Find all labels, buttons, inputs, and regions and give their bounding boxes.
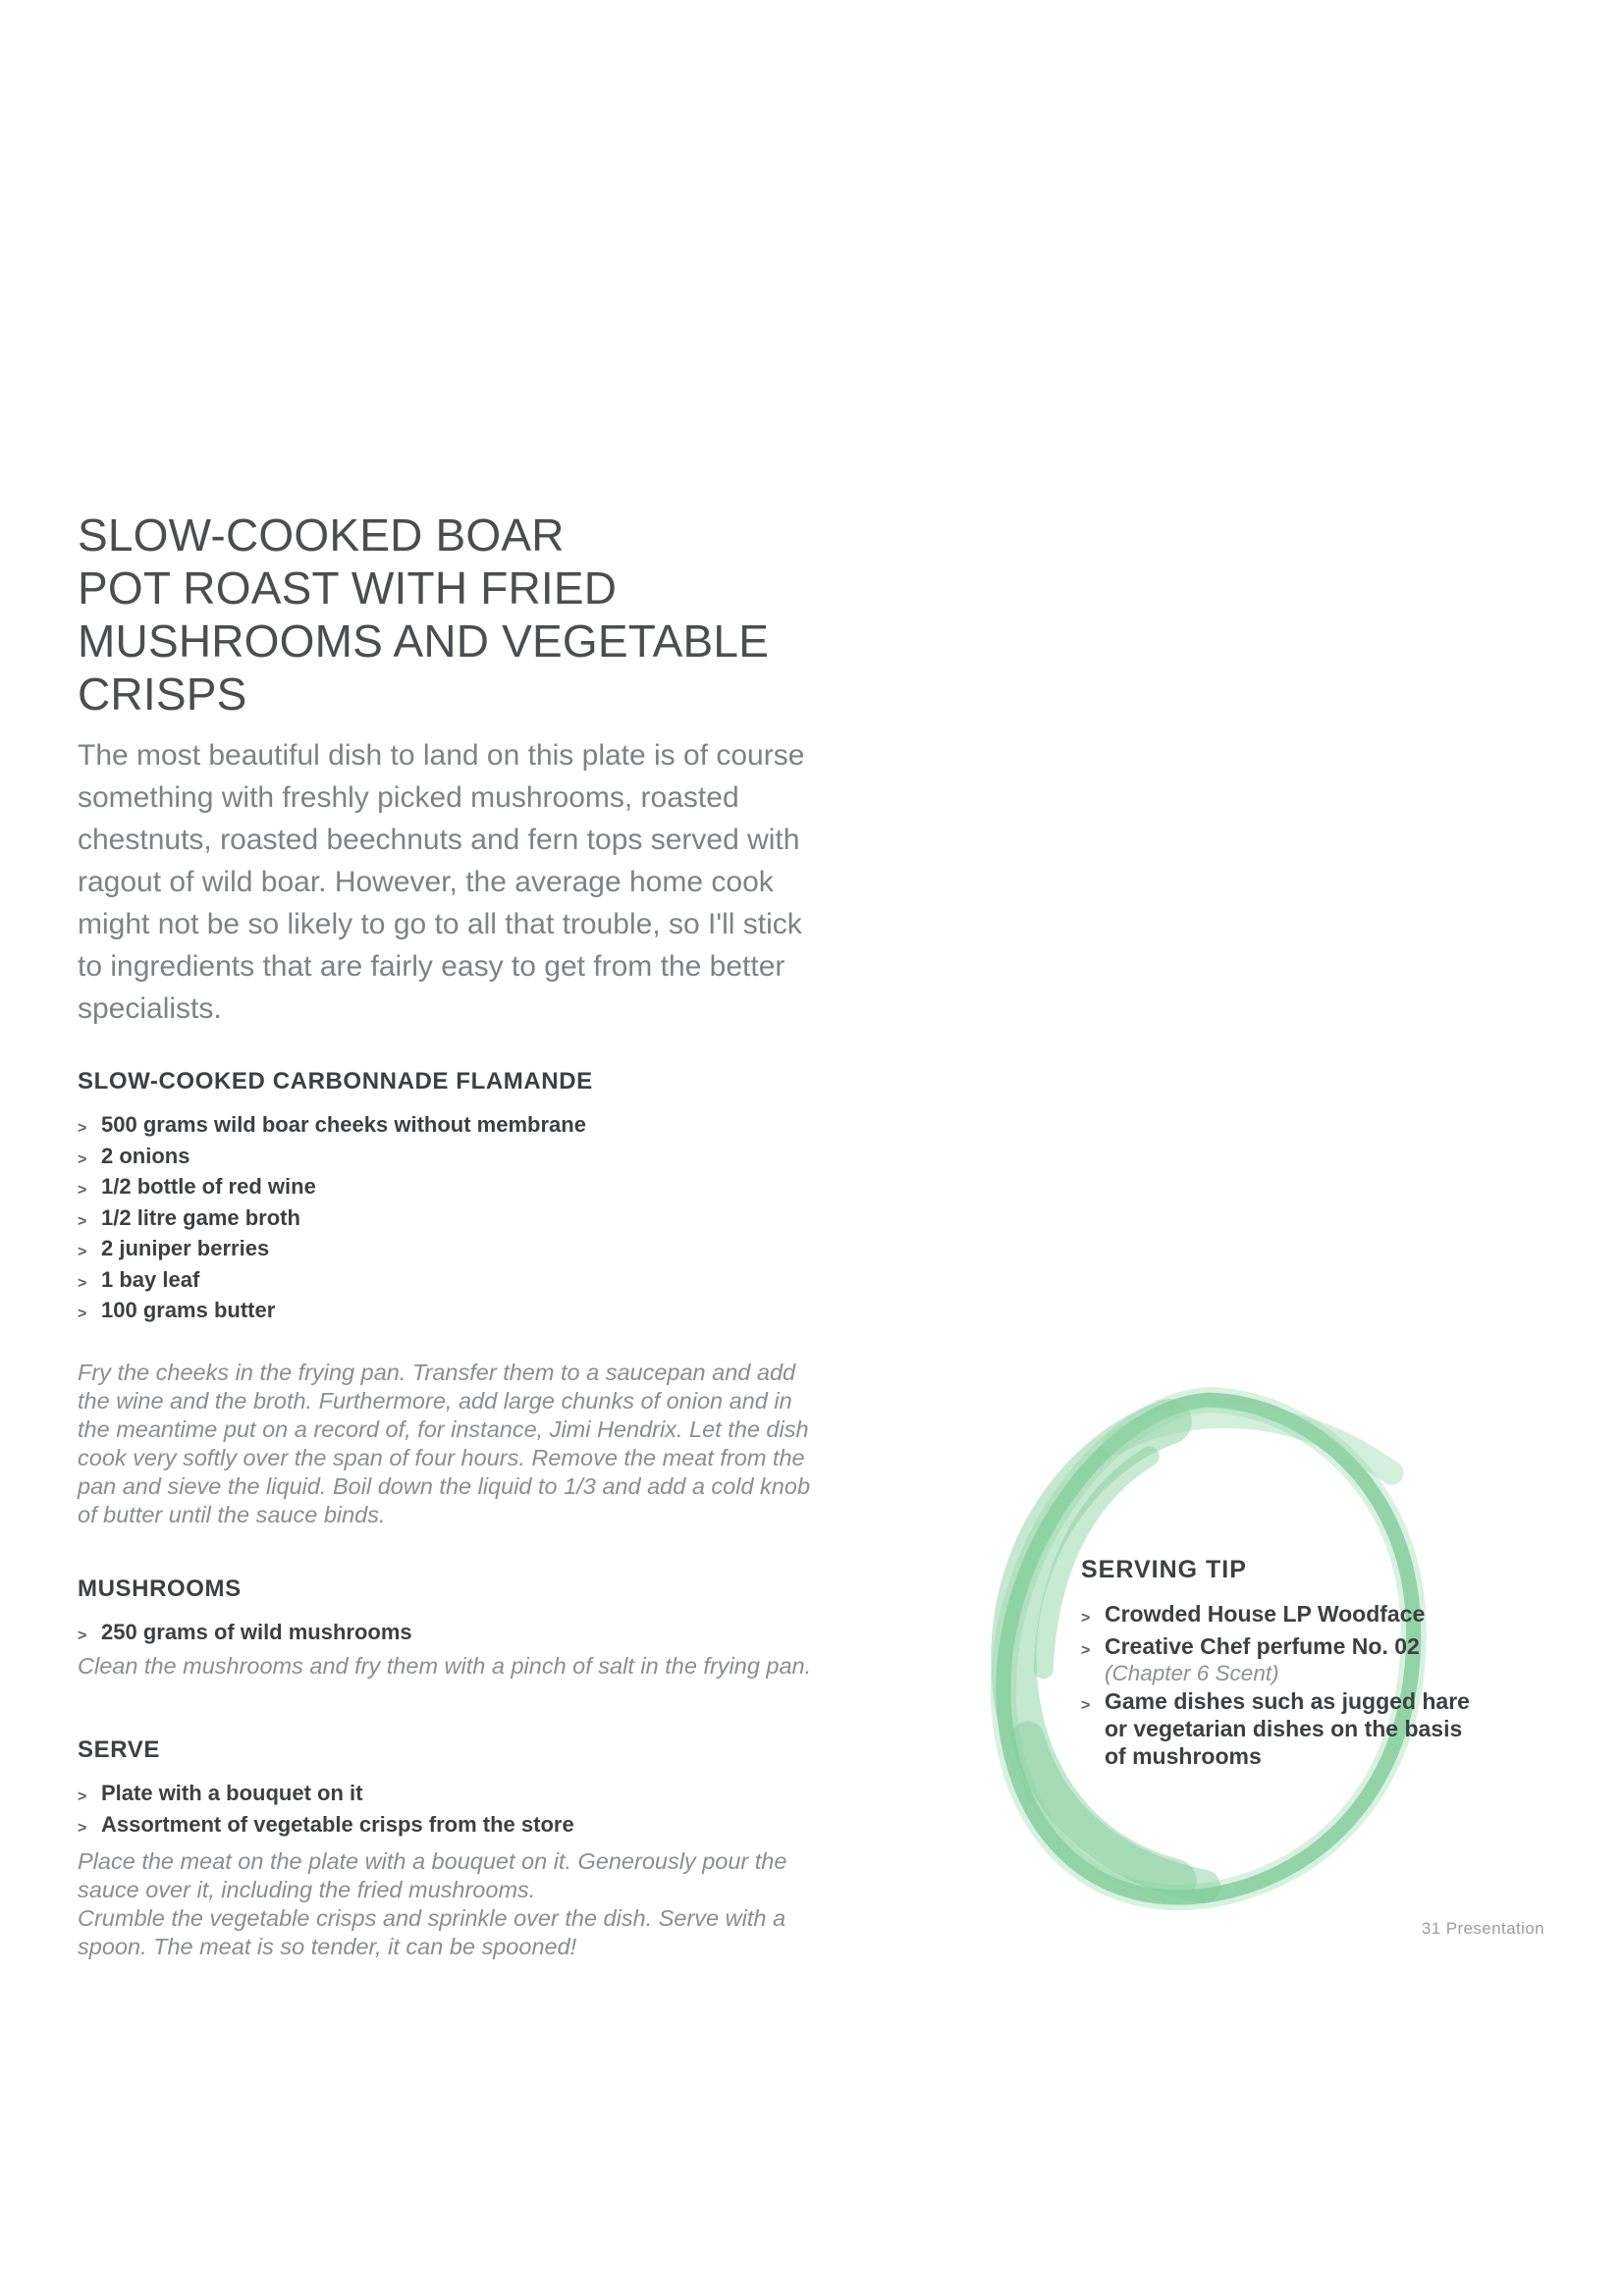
page-title-line: SLOW-COOKED BOAR xyxy=(78,509,565,561)
page-title-line: POT ROAST WITH FRIED xyxy=(78,562,618,614)
serving-tip-panel xyxy=(1081,1555,1478,1770)
tip-text: Game dishes such as jugged hare or vegetarian dishes on the basis of mushrooms xyxy=(1105,1688,1470,1769)
serving-tip-heading: SERVING TIP xyxy=(1081,1556,1247,1583)
page-footer xyxy=(1422,1919,1544,1939)
ingredient-text: 2 juniper berries xyxy=(101,1236,270,1260)
serve-list xyxy=(78,1780,828,1842)
list-bullet: > xyxy=(78,1150,87,1168)
tip-note: (Chapter 6 Scent) xyxy=(1105,1661,1279,1685)
chapter-label: Presentation xyxy=(1445,1919,1544,1938)
list-bullet: > xyxy=(1081,1697,1091,1714)
tip-text: Creative Chef perfume No. 02 xyxy=(1105,1633,1420,1659)
instructions-serve-2: Crumble the vegetable crisps and sprinkle over the dish. Serve with a spoon. The meat is so tender, it can be spooned! xyxy=(78,1905,786,1959)
ingredient-text: 2 onions xyxy=(101,1143,190,1168)
serve-item-text: Plate with a bouquet on it xyxy=(101,1781,363,1805)
page-number: 31 xyxy=(1421,1919,1441,1938)
list-item xyxy=(1081,1632,1478,1687)
list-bullet: > xyxy=(78,1819,87,1837)
ingredient-text: 500 grams wild boar cheeks without membrane xyxy=(101,1112,586,1137)
instructions-carbonnade: Fry the cheeks in the frying pan. Transfer them to a saucepan and add the wine and the broth. Furthermore, add large chunks of onion and in the meantime put on a record of, for instance, Jimi Hendrix. Let the dish cook very softly over the span of four hours. Remove the meat from the pan and sieve the liquid. Boil down the liquid to 1/3 and add a cold knob of butter until the sauce binds. xyxy=(78,1359,811,1527)
instructions-serve-1: Place the meat on the plate with a bouquet on it. Generously pour the sauce over it, including the fried mushrooms. xyxy=(78,1848,787,1902)
page-title xyxy=(78,508,828,721)
list-bullet: > xyxy=(78,1274,87,1292)
list-item xyxy=(1081,1600,1478,1632)
ingredient-text: 1/2 bottle of red wine xyxy=(101,1174,316,1199)
tip-text: Crowded House LP Woodface xyxy=(1105,1601,1426,1627)
list-item xyxy=(78,1143,828,1174)
list-item xyxy=(78,1811,828,1842)
list-bullet: > xyxy=(78,1627,87,1644)
list-bullet: > xyxy=(78,1789,87,1805)
instructions-mushrooms: Clean the mushrooms and fry them with a pinch of salt in the frying pan. xyxy=(78,1653,812,1679)
intro-paragraph: The most beautiful dish to land on this plate is of course something with freshly picked mushrooms, roasted chestnuts, roasted beechnuts and fern tops served with ragout of wild boar. However, the average home cook might not be so likely to go to all that trouble, so I'll stick to ingredients that are fairly easy to get from the better specialists. xyxy=(78,739,805,1025)
tip-text-with-note xyxy=(1105,1632,1420,1687)
list-item xyxy=(78,1235,828,1266)
list-item xyxy=(1081,1687,1478,1770)
list-bullet: > xyxy=(78,1244,87,1260)
section-heading-serve: SERVE xyxy=(78,1736,160,1763)
page-title-line: CRISPS xyxy=(78,668,247,720)
ingredient-list-carbonnade xyxy=(78,1111,828,1328)
ingredient-text: 1 bay leaf xyxy=(101,1266,200,1292)
list-item xyxy=(78,1173,828,1204)
recipe-column xyxy=(78,508,828,1961)
list-bullet: > xyxy=(78,1120,87,1137)
list-bullet: > xyxy=(78,1182,87,1199)
list-item xyxy=(78,1266,828,1298)
list-bullet: > xyxy=(78,1212,87,1230)
list-bullet: > xyxy=(78,1306,87,1322)
ingredient-text: 250 grams of wild mushrooms xyxy=(101,1619,412,1644)
list-item xyxy=(78,1204,828,1236)
serving-tip-list xyxy=(1081,1600,1478,1770)
ingredient-text: 1/2 litre game broth xyxy=(101,1204,300,1230)
section-heading-carbonnade: SLOW-COOKED CARBONNADE FLAMANDE xyxy=(78,1068,593,1095)
list-item xyxy=(78,1619,828,1650)
list-item xyxy=(78,1111,828,1143)
list-bullet: > xyxy=(1081,1642,1091,1659)
serve-item-text: Assortment of vegetable crisps from the store xyxy=(101,1811,574,1837)
list-item xyxy=(78,1780,828,1811)
list-item xyxy=(78,1297,828,1328)
list-bullet: > xyxy=(1081,1610,1091,1627)
section-heading-mushrooms: MUSHROOMS xyxy=(78,1575,242,1602)
page-title-line: MUSHROOMS AND VEGETABLE xyxy=(78,615,770,667)
ingredient-list-mushrooms xyxy=(78,1619,828,1650)
ingredient-text: 100 grams butter xyxy=(101,1298,276,1322)
